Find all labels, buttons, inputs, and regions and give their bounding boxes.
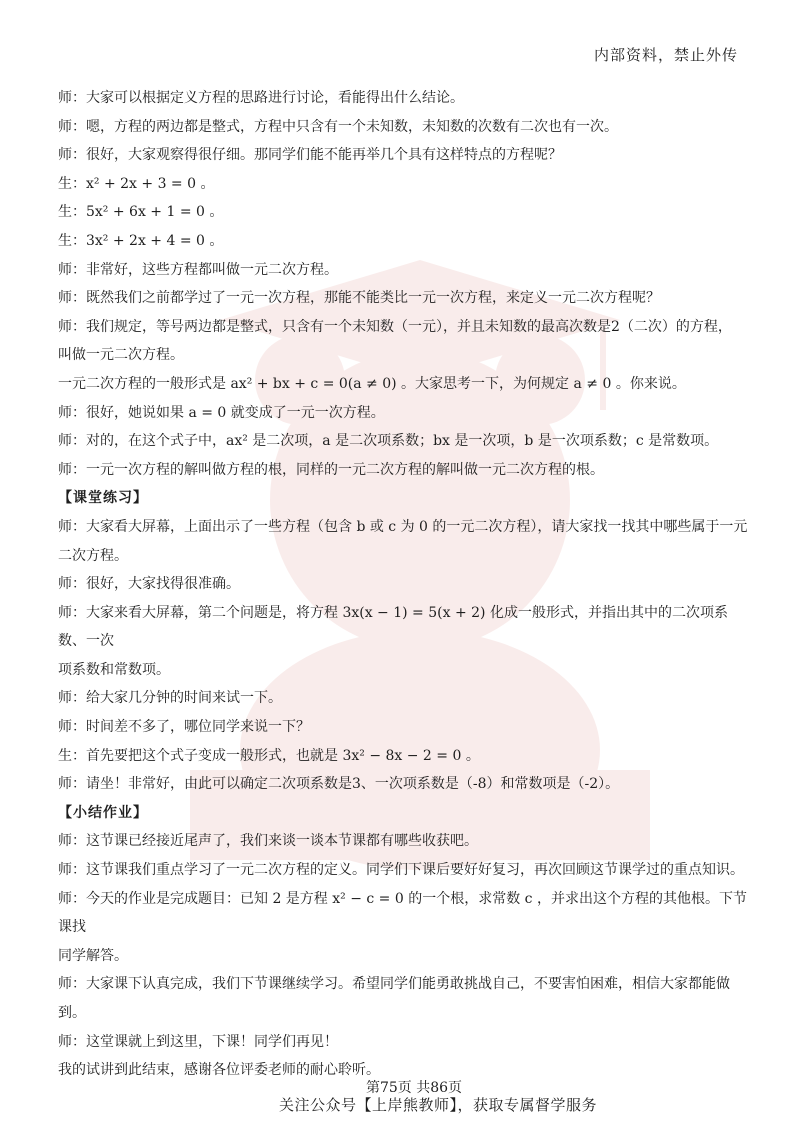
text-line: 叫做一元二次方程。: [58, 347, 184, 364]
section-heading-summary: 【小结作业】: [58, 804, 148, 821]
document-body: [58, 84, 748, 1085]
text-line: 师：这节课已经接近尾声了，我们来谈一谈本节课都有哪些收获吧。: [58, 833, 478, 850]
text-line: 师：这节课我们重点学习了一元二次方程的定义。同学们下课后要好好复习，再次回顾这节课学过的重点知识。: [58, 862, 744, 879]
page-number: 第75页 共86页: [365, 1080, 463, 1096]
text-line: 师：大家看大屏幕，上面出示了一些方程（包含 b 或 c 为 0 的一元二次方程），请大家找一找其中哪些属于一元: [58, 518, 748, 535]
text-line: 生：5x² + 6x + 1 = 0 。: [58, 204, 224, 221]
text-line: 师：请坐！非常好，由此可以确定二次项系数是3、一次项系数是（-8）和常数项是（-2）。: [58, 776, 620, 793]
text-line: 师：今天的作业是完成题目：已知 2 是方程 x² − c = 0 的一个根，求常数 c ，并求出这个方程的其他根。下节课找: [58, 890, 747, 936]
text-line: 师：时间差不多了，哪位同学来说一下？: [58, 719, 310, 736]
text-line: 项系数和常数项。: [58, 661, 170, 678]
section-heading-practice: 【课堂练习】: [58, 490, 148, 507]
text-line: 师：很好，她说如果 a = 0 就变成了一元一次方程。: [58, 404, 385, 421]
text-line: 师：一元一次方程的解叫做方程的根，同样的一元二次方程的解叫做一元二次方程的根。: [58, 461, 604, 478]
text-line: 生：首先要把这个式子变成一般形式，也就是 3x² − 8x − 2 = 0 。: [58, 747, 480, 764]
text-line: 师：嗯，方程的两边都是整式，方程中只含有一个未知数，未知数的次数有二次也有一次。: [58, 118, 618, 135]
footer-note: 关注公众号【上岸熊教师】，获取专属督学服务: [278, 1096, 597, 1114]
text-line: 师：很好，大家找得很准确。: [58, 576, 240, 593]
text-line: 师：很好，大家观察得很仔细。那同学们能不能再举几个具有这样特点的方程呢？: [58, 147, 562, 164]
text-line: 师：大家来看大屏幕，第二个问题是，将方程 3x(x − 1) = 5(x + 2) 化成一般形式，并指出其中的二次项系数、一次: [58, 604, 728, 650]
text-line: 师：大家课下认真完成，我们下节课继续学习。希望同学们能勇敢挑战自己，不要害怕困难，相信大家都能做到。: [58, 976, 730, 1021]
text-line: 师：非常好，这些方程都叫做一元二次方程。: [58, 261, 338, 278]
text-line: 师：既然我们之前都学过了一元一次方程，那能不能类比一元一次方程，来定义一元二次方程呢？: [58, 290, 660, 307]
text-line: 师：给大家几分钟的时间来试一下。: [58, 690, 282, 707]
confidential-note: 内部资料，禁止外传: [593, 46, 738, 64]
text-line: 师：这堂课就上到这里，下课！同学们再见！: [58, 1033, 338, 1050]
text-line: 师：大家可以根据定义方程的思路进行讨论，看能得出什么结论。: [58, 90, 464, 106]
text-line: 生：x² + 2x + 3 = 0 。: [58, 175, 215, 192]
text-line: 一元二次方程的一般形式是 ax² + bx + c = 0(a ≠ 0) 。大家思考一下，为何规定 a ≠ 0 。你来说。: [58, 375, 686, 392]
text-line: 师：我们规定，等号两边都是整式，只含有一个未知数（一元），并且未知数的最高次数是2（二次）的方程，: [58, 318, 732, 335]
text-line: 我的试讲到此结束，感谢各位评委老师的耐心聆听。: [58, 1062, 380, 1079]
text-line: 生：3x² + 2x + 4 = 0 。: [58, 232, 224, 249]
text-line: 二次方程。: [58, 547, 128, 564]
text-line: 师：对的，在这个式子中，ax² 是二次项，a 是二次项系数；bx 是一次项，b 是一次项系数；c 是常数项。: [58, 433, 719, 450]
text-line: 同学解答。: [58, 947, 128, 964]
